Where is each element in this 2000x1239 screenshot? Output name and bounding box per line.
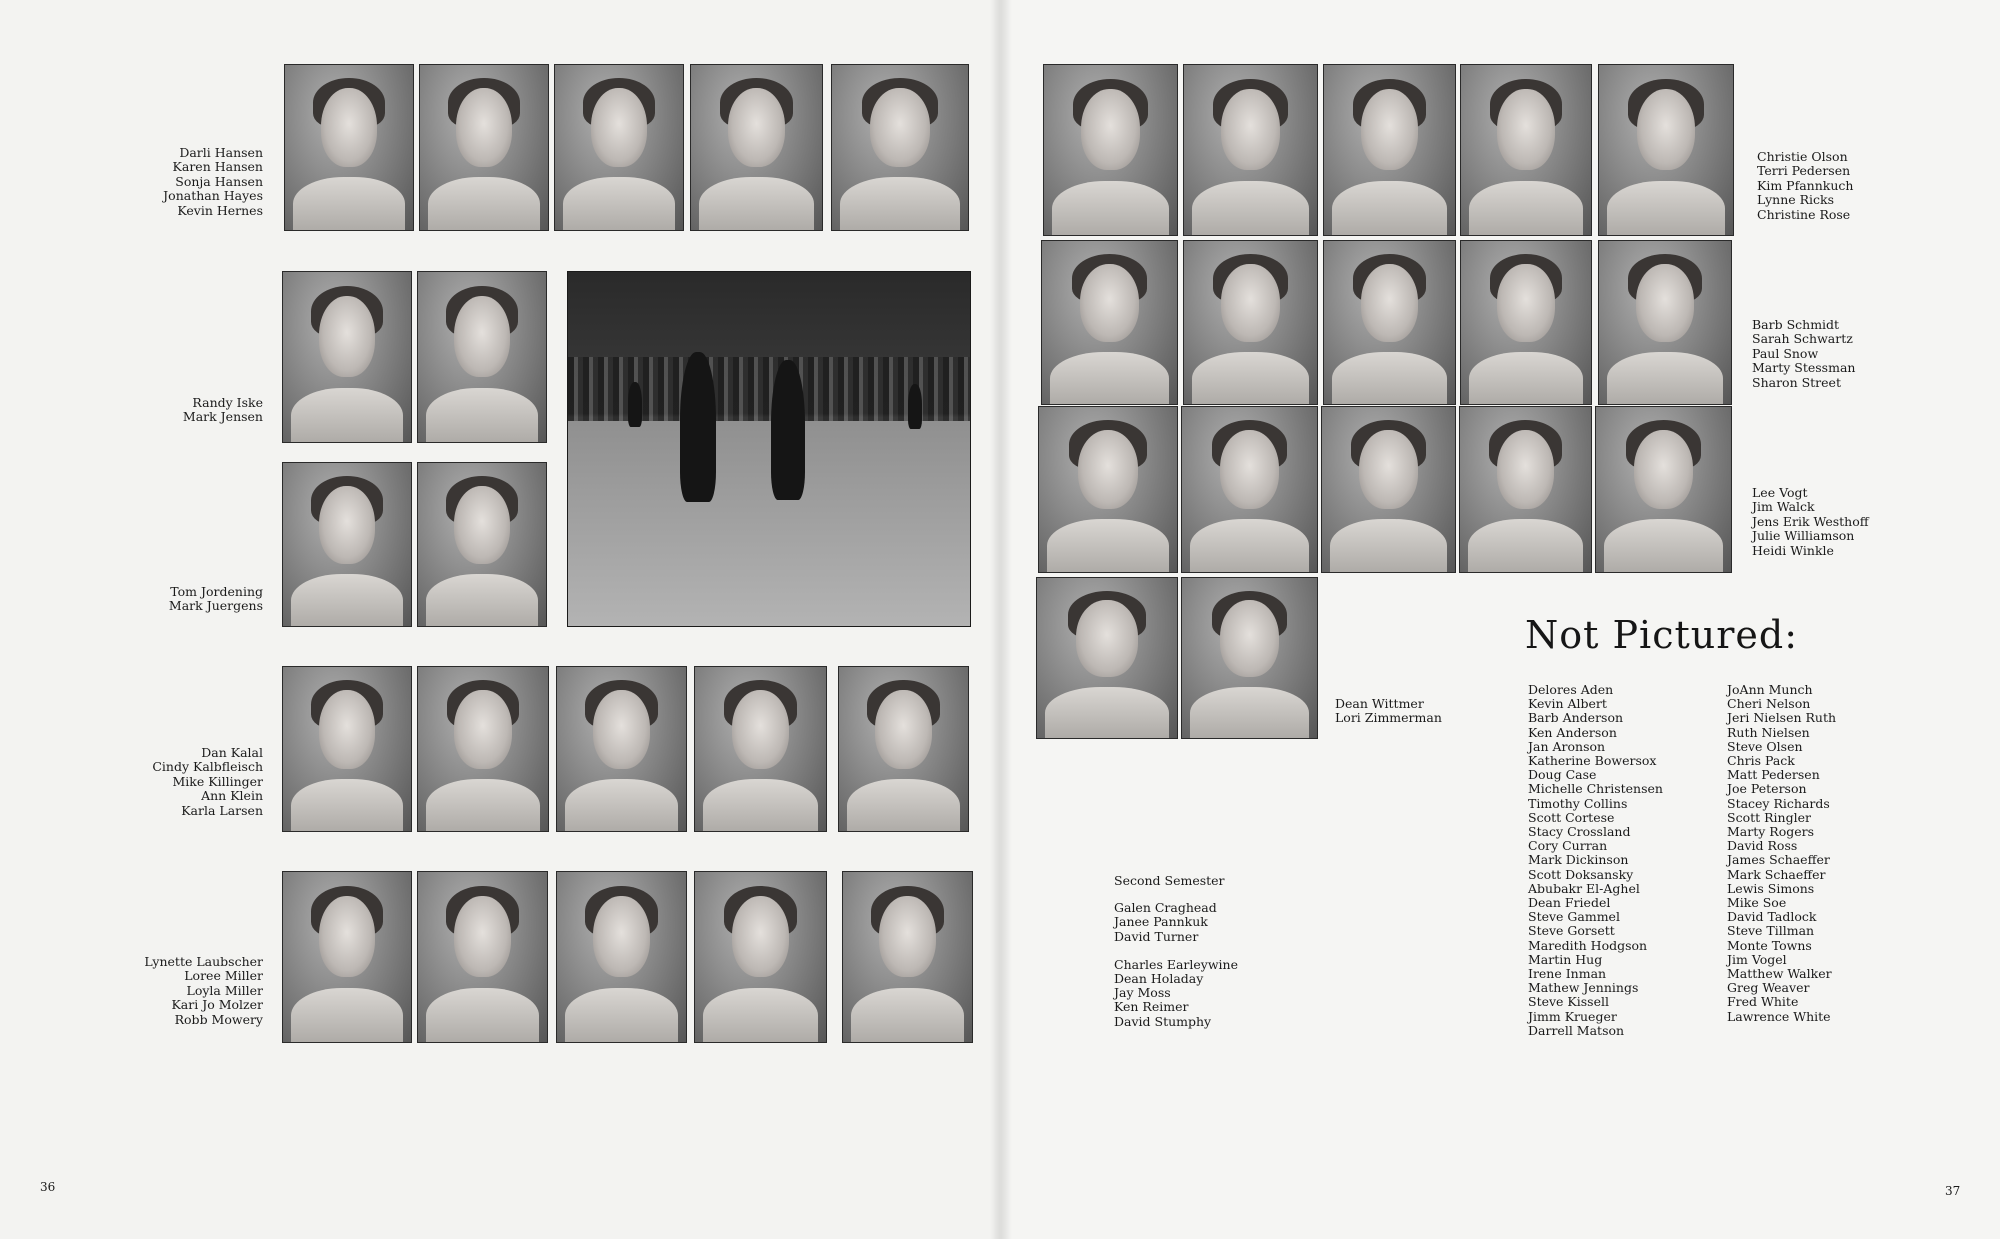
- page-gutter: [990, 0, 1012, 1239]
- second-semester-heading: Second Semester: [1114, 873, 1225, 888]
- student-name: Steve Gorsett: [1528, 923, 1615, 939]
- student-name: Steve Olsen: [1727, 738, 1803, 754]
- student-name: Irene Inman: [1528, 966, 1607, 982]
- portrait-photo: [556, 666, 687, 832]
- portrait-photo: [831, 64, 969, 231]
- student-name: Lynne Ricks: [1757, 192, 1835, 208]
- portrait-photo: [1598, 240, 1732, 405]
- student-name: Marty Rogers: [1727, 824, 1815, 840]
- student-name: Jim Vogel: [1727, 951, 1787, 967]
- student-name: Ken Reimer: [1114, 999, 1189, 1015]
- portrait-photo: [1036, 577, 1178, 739]
- name-list: [183, 396, 263, 425]
- student-name: Steve Kissell: [1528, 994, 1609, 1010]
- portrait-photo: [1323, 64, 1456, 236]
- portrait-photo: [838, 666, 969, 832]
- name-list: [1752, 318, 1855, 390]
- cheerleader-action-photo: [567, 271, 971, 627]
- student-name: Galen Craghead: [1114, 900, 1217, 916]
- student-name: Julie Williamson: [1752, 528, 1855, 544]
- second-semester-list: [1114, 874, 1238, 1029]
- student-name: Paul Snow: [1752, 345, 1819, 361]
- student-name: Scott Ringler: [1727, 809, 1811, 825]
- name-list: [144, 955, 263, 1027]
- portrait-photo: [1460, 240, 1592, 405]
- student-name: Mark Schaeffer: [1727, 866, 1826, 882]
- student-name: Loyla Miller: [186, 982, 263, 998]
- student-name: Sharon Street: [1752, 374, 1841, 390]
- portrait-photo: [419, 64, 549, 231]
- student-name: Barb Anderson: [1528, 710, 1624, 726]
- student-name: Terri Pedersen: [1757, 163, 1851, 179]
- student-name: Janee Pannkuk: [1114, 914, 1208, 930]
- student-name: Cheri Nelson: [1727, 696, 1811, 712]
- student-name: Ken Anderson: [1528, 724, 1617, 740]
- student-name: Robb Mowery: [174, 1011, 263, 1027]
- student-name: Steve Gammel: [1528, 909, 1620, 925]
- student-name: Sonja Hansen: [175, 173, 263, 189]
- student-name: Stacey Richards: [1727, 795, 1830, 811]
- student-name: Lori Zimmerman: [1335, 710, 1442, 726]
- portrait-photo: [417, 271, 547, 443]
- portrait-photo: [1041, 240, 1178, 405]
- page-number: 36: [40, 1180, 56, 1194]
- portrait-photo: [282, 271, 412, 443]
- student-name: Dean Friedel: [1528, 895, 1611, 911]
- portrait-photo: [417, 666, 549, 832]
- not-pictured-column-1: [1528, 683, 1663, 1038]
- student-name: Christine Rose: [1757, 206, 1851, 222]
- student-name: Monte Towns: [1727, 937, 1812, 953]
- portrait-photo: [1181, 406, 1318, 573]
- portrait-photo: [1181, 577, 1318, 739]
- student-name: Katherine Bowersox: [1528, 753, 1657, 769]
- student-name: Jeri Nielsen Ruth: [1727, 710, 1837, 726]
- student-name: Stacy Crossland: [1528, 824, 1631, 840]
- student-name: Timothy Collins: [1528, 795, 1628, 811]
- student-name: JoAnn Munch: [1727, 682, 1813, 697]
- student-name: Joe Peterson: [1727, 781, 1807, 797]
- student-name: Chris Pack: [1727, 753, 1795, 769]
- student-name: Karen Hansen: [172, 159, 263, 175]
- student-name: Ruth Nielsen: [1727, 724, 1810, 740]
- student-name: Darrell Matson: [1528, 1022, 1625, 1038]
- student-name: Mark Jensen: [182, 409, 263, 425]
- name-list: [152, 746, 263, 818]
- student-name: Jonathan Hayes: [163, 188, 263, 204]
- student-name: Marty Stessman: [1752, 360, 1856, 376]
- student-name: Mike Soe: [1727, 895, 1787, 911]
- student-name: Delores Aden: [1528, 682, 1614, 697]
- page-number: 37: [1945, 1184, 1961, 1198]
- portrait-photo: [694, 871, 827, 1043]
- student-name: Kim Pfannkuch: [1757, 177, 1854, 193]
- student-name: Lewis Simons: [1727, 880, 1815, 896]
- student-name: Fred White: [1727, 994, 1799, 1010]
- portrait-photo: [690, 64, 823, 231]
- student-name: Dan Kalal: [201, 745, 263, 760]
- student-name: Mike Killinger: [172, 773, 263, 789]
- student-name: Ann Klein: [201, 788, 263, 804]
- student-name: Dean Wittmer: [1335, 696, 1424, 711]
- student-name: Darli Hansen: [179, 145, 263, 160]
- student-name: Lee Vogt: [1752, 485, 1808, 500]
- student-name: Cory Curran: [1528, 838, 1608, 854]
- student-name: Jimm Krueger: [1528, 1008, 1617, 1024]
- portrait-photo: [1598, 64, 1734, 236]
- student-name: Jim Walck: [1752, 499, 1815, 515]
- student-name: David Stumphy: [1114, 1013, 1212, 1029]
- not-pictured-title: Not Pictured:: [1525, 613, 1799, 657]
- student-name: David Turner: [1114, 928, 1199, 944]
- portrait-photo: [417, 871, 548, 1043]
- portrait-photo: [1043, 64, 1178, 236]
- student-name: Greg Weaver: [1727, 980, 1810, 996]
- student-name: Martin Hug: [1528, 951, 1603, 967]
- student-name: Michelle Christensen: [1528, 781, 1663, 797]
- portrait-photo: [1183, 240, 1318, 405]
- student-name: Jan Aronson: [1528, 738, 1606, 754]
- portrait-photo: [556, 871, 687, 1043]
- portrait-photo: [1323, 240, 1456, 405]
- portrait-photo: [694, 666, 827, 832]
- portrait-photo: [1595, 406, 1732, 573]
- portrait-photo: [842, 871, 973, 1043]
- student-name: Tom Jordening: [170, 584, 263, 599]
- portrait-photo: [554, 64, 684, 231]
- student-name: Heidi Winkle: [1752, 542, 1834, 558]
- portrait-photo: [284, 64, 414, 231]
- student-name: Maredith Hodgson: [1528, 937, 1648, 953]
- student-name: Loree Miller: [184, 968, 263, 984]
- name-list: [1335, 697, 1442, 726]
- portrait-photo: [1321, 406, 1456, 573]
- student-name: Karla Larsen: [181, 802, 263, 818]
- portrait-photo: [1038, 406, 1178, 573]
- portrait-photo: [1183, 64, 1318, 236]
- student-name: Mark Dickinson: [1528, 852, 1629, 868]
- student-name: Matthew Walker: [1727, 966, 1832, 982]
- student-name: Lawrence White: [1727, 1008, 1831, 1024]
- student-name: Charles Earleywine: [1114, 956, 1238, 972]
- name-list: [1752, 486, 1869, 558]
- student-name: Dean Holaday: [1114, 971, 1204, 987]
- not-pictured-column-2: [1727, 683, 1836, 1024]
- student-name: Steve Tillman: [1727, 923, 1815, 939]
- student-name: Scott Cortese: [1528, 809, 1615, 825]
- portrait-photo: [1460, 64, 1592, 236]
- name-list: [1757, 150, 1853, 222]
- student-name: Scott Doksansky: [1528, 866, 1634, 882]
- student-name: Lynette Laubscher: [144, 954, 263, 969]
- student-name: Doug Case: [1528, 767, 1597, 783]
- student-name: Barb Schmidt: [1752, 317, 1840, 332]
- student-name: Randy Iske: [192, 395, 263, 410]
- right-page: [1000, 0, 2000, 1239]
- student-name: Abubakr El-Aghel: [1528, 880, 1640, 896]
- student-name: Kevin Hernes: [177, 202, 263, 218]
- name-list: [163, 146, 263, 218]
- student-name: Sarah Schwartz: [1752, 331, 1853, 347]
- student-name: David Tadlock: [1727, 909, 1817, 925]
- portrait-photo: [282, 871, 412, 1043]
- student-name: Kevin Albert: [1528, 696, 1607, 712]
- portrait-photo: [1459, 406, 1592, 573]
- portrait-photo: [282, 462, 412, 627]
- student-name: Cindy Kalbfleisch: [152, 759, 263, 775]
- student-name: Jens Erik Westhoff: [1752, 513, 1869, 529]
- student-name: James Schaeffer: [1727, 852, 1830, 868]
- student-name: Christie Olson: [1757, 149, 1848, 164]
- student-name: Jay Moss: [1114, 985, 1171, 1001]
- name-list: [169, 585, 263, 614]
- student-name: Mark Juergens: [168, 598, 263, 614]
- portrait-photo: [417, 462, 547, 627]
- student-name: David Ross: [1727, 838, 1798, 854]
- student-name: Mathew Jennings: [1528, 980, 1639, 996]
- student-name: Kari Jo Molzer: [171, 997, 263, 1013]
- portrait-photo: [282, 666, 412, 832]
- student-name: Matt Pedersen: [1727, 767, 1820, 783]
